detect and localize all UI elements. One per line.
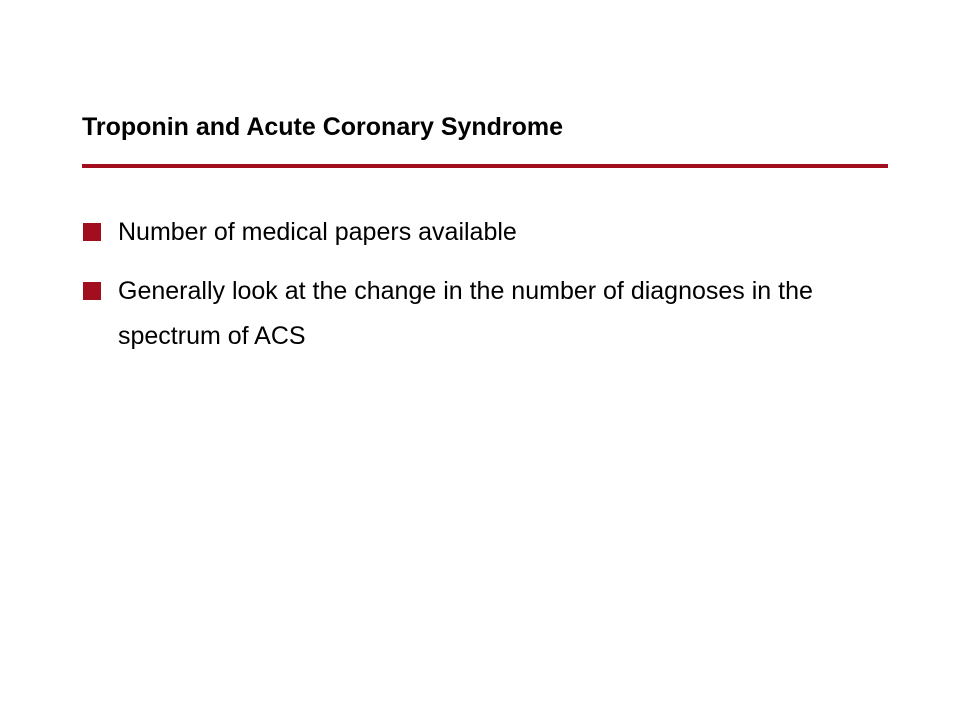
bullet-text: Generally look at the change in the number of diagnoses in the spectrum of ACS [118, 277, 813, 350]
bullet-item [82, 210, 842, 255]
square-bullet-icon [83, 223, 101, 241]
square-bullet-icon [83, 282, 101, 300]
slide-title: Troponin and Acute Coronary Syndrome [82, 113, 564, 141]
bullet-list [82, 210, 842, 373]
bullet-text: Number of medical papers available [118, 218, 517, 246]
title-underline-divider [82, 164, 888, 168]
bullet-item [82, 269, 842, 359]
